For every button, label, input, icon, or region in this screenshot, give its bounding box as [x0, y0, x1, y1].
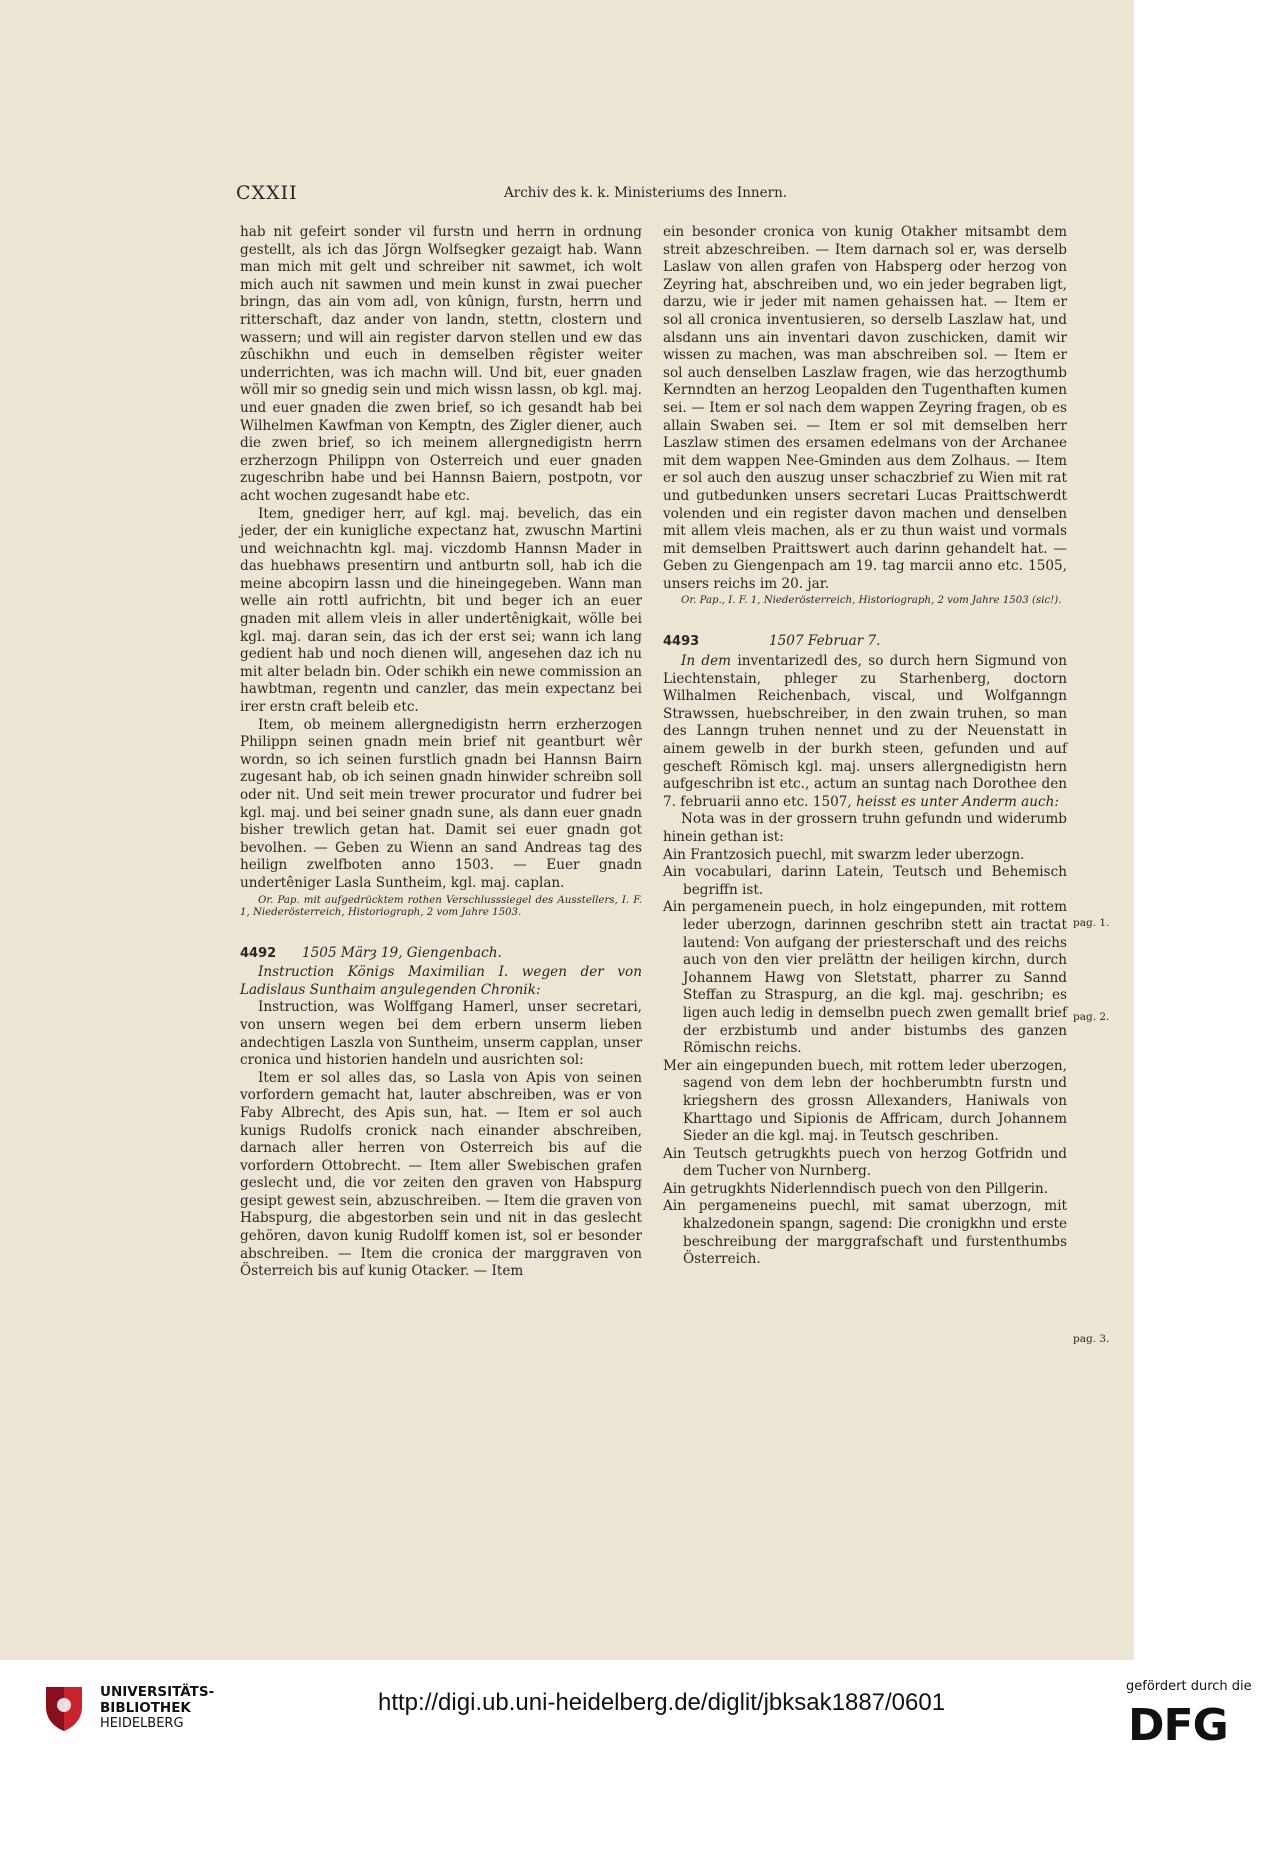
- intro-italic: In dem: [681, 653, 732, 670]
- folio-number: CXXII: [236, 182, 298, 204]
- instruction-body: Item er sol alles das, so Lasla von Apis von seinen vorfordern gemacht hat, lauter abschreiben, was er von Faby Albrecht, des Apis sun, hat. — Item er sol auch kunigs Rudolfs cronick nach einander abschreiben, darnach aller herren von Osterreich bis auf die vorfordern Ottobrecht. — Item aller Swebischen grafen geslecht und, die vor zeiten den graven von Habspurg gesipt gewest sein, abzuschreiben. — Item die graven von Habspurg, die abgestorben sein und nit in das geslecht gehören, davon kunig Rudolff komen ist, sol er besonder abschreiben. — Item die cronica der marggraven von Österreich bis auf kunig Otacker. — Item: [240, 1069, 642, 1280]
- running-head: Archiv des k. k. Ministeriums des Innern.: [504, 185, 788, 201]
- source-note: Or. Pap. mit aufgedrücktem rothen Verschlusssiegel des Ausstellers, I. F. 1, Niederösterreich, Historiograph, 2 vom Jahre 1503.: [240, 894, 642, 918]
- university-seal-icon: [42, 1683, 86, 1735]
- scan-margin: [1134, 0, 1265, 1660]
- instruction-continuation: ein besonder cronica von kunig Otakher mitsambt dem streit abzeschreiben. — Item darnach sol er, was derselb Laslaw von allen grafen von Habsperg oder herzog von Zeyring hat, abschreiben und, wo ein jeder begraben ligt, darzu, wie ir jeder mit namen gehaissen hat. — Item er sol all cronica inventusieren, so derselb Laszlaw hat, und alsdann uns ain inventari davon zuschicken, damit wir wissen zu machen, was man abschreiben sol. — Item er sol auch denselben Laszlaw fragen, wie das herzogthumb Kernndten an herzog Leopalden den Tugenthaften kumen sei. — Item er sol nach dem wappen Zeyring fragen, ob es allain Swaben sei. — Item er sol mit demselben herr Laszlaw stimen des ersamen edelmans von der Archanee mit dem wappen Nee-Gminden aus dem Zolhaus. — Item er sol auch den auszug unser schaczbrief zu Wien mit rat und gutbedunken unsers secretari Lucas Praittschwerdt volenden und ein register davon machen und denselben mit allem vleis machen, als er zu thun waist und vormals mit demselben Praittswert auch darinn gehandelt hat. — Geben zu Giengenpach am 19. tag marcii anno etc. 1505, unsers reichs im 20. jar.: [663, 224, 1067, 592]
- library-name: [100, 1684, 214, 1732]
- inventory-item: Ain getrugkhts Niderlenndisch puech von den Pillgerin.: [663, 1180, 1049, 1197]
- entry-heading-4493: [663, 633, 1067, 651]
- inventory-item: Ain vocabulari, darinn Latein, Teutsch und Behemisch begriffn ist.: [663, 864, 1067, 898]
- inventory-item: Ain Frantzosich puechl, mit swarzm leder uberzogn.: [663, 846, 1025, 863]
- entry-heading-4492: [240, 945, 642, 963]
- intro-italic-end: heisst es unter Anderm auch:: [856, 793, 1059, 810]
- inventory-item: Ain pergamenein puech, in holz eingepunden, mit rottem leder uberzogn, darinnen geschribn stett ain tractat lautend: Von aufgang der priesterschaft und des reichs auch von den vier prelättn der heiligen kirchn, durch Johannem Hawg von Sletstatt, pharrer zu Sannd Steffan zu Straspurg, an die kgl. maj. geschribn; es ligen auch ledig in demselbn puech zwen gemallt brief der erzbistumb und ander bistumbs des ganzen Römischn reichs.: [663, 899, 1067, 1057]
- dfg-logo: DFG: [1128, 1700, 1228, 1751]
- inventory-item: Ain pergameneins puechl, mit samat uberzogn, mit khalzedonein spangn, sagend: Die cronigkhn und erste beschreibung der marggrafschaft und furstenthumbs Österreich.: [663, 1198, 1067, 1268]
- instruction-intro: Instruction, was Wolffgang Hamerl, unser secretari, von unsern wegen bei dem erbern unserm lieben andechtigen Laszla von Suntheim, unserm capplan, unser cronica und historien handeln und ausrichten sol:: [240, 999, 642, 1069]
- entry-number: 4492: [240, 945, 277, 961]
- entry-rubric: Instruction Königs Maximilian I. wegen der von Ladislaus Sunthaim anȝulegenden Chronik:: [240, 964, 642, 998]
- library-line-1: UNIVERSITÄTS-: [100, 1684, 215, 1700]
- letter-paragraph: hab nit gefeirt sonder vil furstn und herrn in ordnung gestellt, als ich das Jörgn Wolfsegker gezaigt hab. Wann man mich mit gelt und schreiber nit sawmet, ich wolt mich auch nit sawmen und mein kunst in zwai puecher bringn, das ain vom adl, von kûnign, furstn, herrn und ritterschaft, daz ander von landn, stettn, clostern und wassern; und will ain register darvon stellen und ew das zûschikhn und euch in demselben rêgister weiter underrichten, was ich machn will. Und bit, euer gnaden wöll mir so gnedig sein und mich wissn lassn, ob kgl. maj. und euer gnaden die zwen brief, so ich gesandt hab bei Wilhelmen Kawfman von Kemptn, des Zigler diener, auch die zwen brief, so ich meinem allergnedigistn herrn erzherzogn Philippn von Osterreich und euer gnaden zugeschribn habe und bei Hannsn Baiern, postpotn, vor acht wochen zugesandt habe etc.: [240, 224, 642, 504]
- permalink[interactable]: http://digi.ub.uni-heidelberg.de/diglit/jbksak1887/0601: [378, 1689, 946, 1716]
- entry-number: 4493: [663, 634, 700, 650]
- margin-note-pag-1: pag. 1.: [1073, 917, 1110, 929]
- left-column: [240, 224, 642, 1281]
- inventory-item: Ain Teutsch getrugkhts puech von herzog Gotfridn und dem Tucher von Nurnberg.: [663, 1145, 1067, 1180]
- margin-note-pag-3: pag. 3.: [1073, 1333, 1110, 1345]
- inventory-item: Mer ain eingepunden buech, mit rottem leder uberzogen, sagend von dem lebn der hochberumbtn furstn und kriegshern des grossn Allexanders, Haniwals von Kharttago und Sipionis de Affricam, durch Johannem Sieder an die kgl. maj. in Teutsch geschriben.: [663, 1057, 1067, 1145]
- source-note: Or. Pap., I. F. 1, Niederösterreich, Historiograph, 2 vom Jahre 1503 (sic!).: [681, 595, 1062, 607]
- letter-paragraph: Item, gnediger herr, auf kgl. maj. bevelich, das ein jeder, der ein kunigliche expectanz hat, zwuschn Martini und weichnachtn kgl. maj. viczdomb Hannsn Mader in das huebhaws presentirn und antburtn soll, hab ich die meine abcopirn lassn und die hineingegeben. Wann man welle ain rottl aufrichtn, bit und beger ich an euer gnaden mit allem vleis in aller undertênigkait, wölle bei kgl. maj. daran sein, das ich der erst sei; wann ich lang gedient hab und noch dienen will, angesehen daz ich nu mit alter beladn bin. Oder schikh ein newe commission an hawbtman, regentn und canzler, das mein expectanz bei irer erstn craft beleib etc.: [240, 505, 642, 716]
- inventory-intro: [663, 653, 1067, 811]
- library-line-3: HEIDELBERG: [100, 1716, 184, 1731]
- library-line-2: BIBLIOTHEK: [100, 1700, 191, 1716]
- inventory-note: Nota was in der grossern truhn gefundn und widerumb hinein gethan ist:: [663, 811, 1067, 845]
- margin-note-pag-2: pag. 2.: [1073, 1011, 1110, 1023]
- letter-paragraph: Item, ob meinem allergnedigistn herrn erzherzogen Philippn seinen gnadn mein brief nit geantburt wêr wordn, so ich seinen furstlich gnadn bei Hannsn Bairn zugesant hab, ob ich seinen gnadn hinwider schreibn soll oder nit. Und seit mein trewer procurator und fudrer bei kgl. maj. und bei seiner gnadn sune, als dann euer gnadn bisher trewlich getan hat. Damit sei euer gnadn got bevolhen. — Geben zu Wienn an sand Andreas tag des heilign zwelfboten anno 1503. — Euer gnadn undertêniger Lasla Suntheim, kgl. maj. caplan.: [240, 716, 642, 891]
- page-header: [236, 182, 1136, 206]
- entry-date: 1507 Februar 7.: [769, 633, 881, 650]
- right-column: [663, 224, 1067, 1269]
- intro-text: inventarizedl des, so durch hern Sigmund von Liechtenstain, phleger zu Starhenberg, doctorn Wilhalmen Reichenbach, viscal, und Wolfganngn Strawssen, huebschreiber, in den zwain truhen, so man des Lanngn truhen nennet und zu der Neuenstatt in ainem gewelb in der burkh steen, gefunden und auf gescheft Römisch kgl. maj. unsers allergnedigistn hern aufgeschribn ist etc., actum an suntag nach Dorothee den 7. februarii anno etc. 1507,: [663, 653, 1067, 810]
- entry-date: 1505 Märȝ 19, Giengenbach.: [302, 944, 502, 961]
- funding-note: gefördert durch die: [1126, 1679, 1252, 1694]
